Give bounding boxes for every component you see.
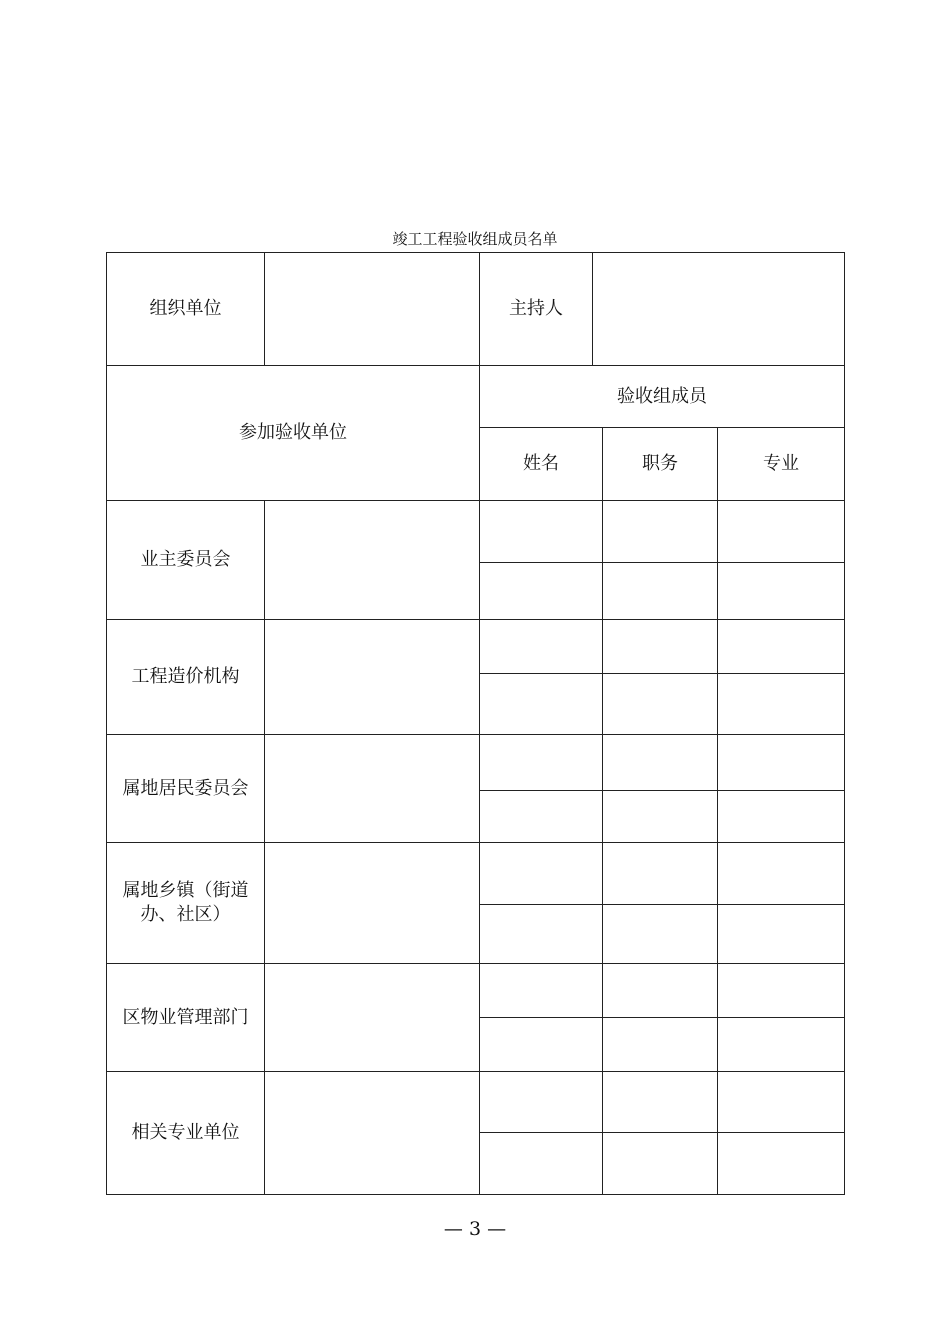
unit-row	[107, 1072, 845, 1133]
member-name-cell[interactable]	[480, 1133, 603, 1195]
member-specialty-cell[interactable]	[718, 1072, 845, 1133]
host-value-cell[interactable]	[593, 253, 845, 366]
col-name-header: 姓名	[480, 428, 603, 501]
member-specialty-cell[interactable]	[718, 501, 845, 563]
member-position-cell[interactable]	[603, 1133, 718, 1195]
unit-label: 区物业管理部门	[107, 964, 265, 1072]
org-value-cell[interactable]	[265, 253, 480, 366]
member-name-cell[interactable]	[480, 964, 603, 1018]
unit-row	[107, 964, 845, 1018]
member-name-cell[interactable]	[480, 1072, 603, 1133]
member-position-cell[interactable]	[603, 501, 718, 563]
member-specialty-cell[interactable]	[718, 735, 845, 791]
members-label: 验收组成员	[480, 366, 845, 428]
member-name-cell[interactable]	[480, 563, 603, 620]
organizer-row	[107, 253, 845, 366]
member-position-cell[interactable]	[603, 563, 718, 620]
member-specialty-cell[interactable]	[718, 843, 845, 905]
unit-name-cell[interactable]	[265, 964, 480, 1072]
member-position-cell[interactable]	[603, 674, 718, 735]
page-number: — 3 —	[443, 1218, 507, 1240]
member-name-cell[interactable]	[480, 905, 603, 964]
member-specialty-cell[interactable]	[718, 964, 845, 1018]
member-name-cell[interactable]	[480, 620, 603, 674]
unit-name-cell[interactable]	[265, 1072, 480, 1195]
member-position-cell[interactable]	[603, 735, 718, 791]
unit-label: 业主委员会	[107, 501, 265, 620]
unit-row	[107, 620, 845, 674]
col-position-header: 职务	[603, 428, 718, 501]
member-name-cell[interactable]	[480, 501, 603, 563]
unit-name-cell[interactable]	[265, 843, 480, 964]
units-label: 参加验收单位	[107, 366, 480, 501]
member-position-cell[interactable]	[603, 1072, 718, 1133]
member-position-cell[interactable]	[603, 791, 718, 843]
member-position-cell[interactable]	[603, 843, 718, 905]
unit-name-cell[interactable]	[265, 735, 480, 843]
unit-row	[107, 501, 845, 563]
member-specialty-cell[interactable]	[718, 563, 845, 620]
member-specialty-cell[interactable]	[718, 620, 845, 674]
member-specialty-cell[interactable]	[718, 791, 845, 843]
member-position-cell[interactable]	[603, 620, 718, 674]
unit-label: 属地居民委员会	[107, 735, 265, 843]
member-specialty-cell[interactable]	[718, 1018, 845, 1072]
committee-roster-table	[106, 252, 845, 1195]
member-position-cell[interactable]	[603, 964, 718, 1018]
member-name-cell[interactable]	[480, 674, 603, 735]
unit-label: 工程造价机构	[107, 620, 265, 735]
unit-row	[107, 735, 845, 791]
unit-name-cell[interactable]	[265, 501, 480, 620]
member-name-cell[interactable]	[480, 843, 603, 905]
member-specialty-cell[interactable]	[718, 1133, 845, 1195]
unit-label: 属地乡镇（街道办、社区）	[107, 843, 265, 964]
unit-row	[107, 843, 845, 905]
unit-label: 相关专业单位	[107, 1072, 265, 1195]
unit-name-cell[interactable]	[265, 620, 480, 735]
member-position-cell[interactable]	[603, 1018, 718, 1072]
member-specialty-cell[interactable]	[718, 905, 845, 964]
member-name-cell[interactable]	[480, 735, 603, 791]
member-position-cell[interactable]	[603, 905, 718, 964]
col-specialty-header: 专业	[718, 428, 845, 501]
members-header-row	[107, 366, 845, 428]
member-specialty-cell[interactable]	[718, 674, 845, 735]
member-name-cell[interactable]	[480, 791, 603, 843]
host-label: 主持人	[480, 253, 593, 366]
form-title: 竣工工程验收组成员名单	[392, 230, 558, 248]
org-label: 组织单位	[107, 253, 265, 366]
member-name-cell[interactable]	[480, 1018, 603, 1072]
